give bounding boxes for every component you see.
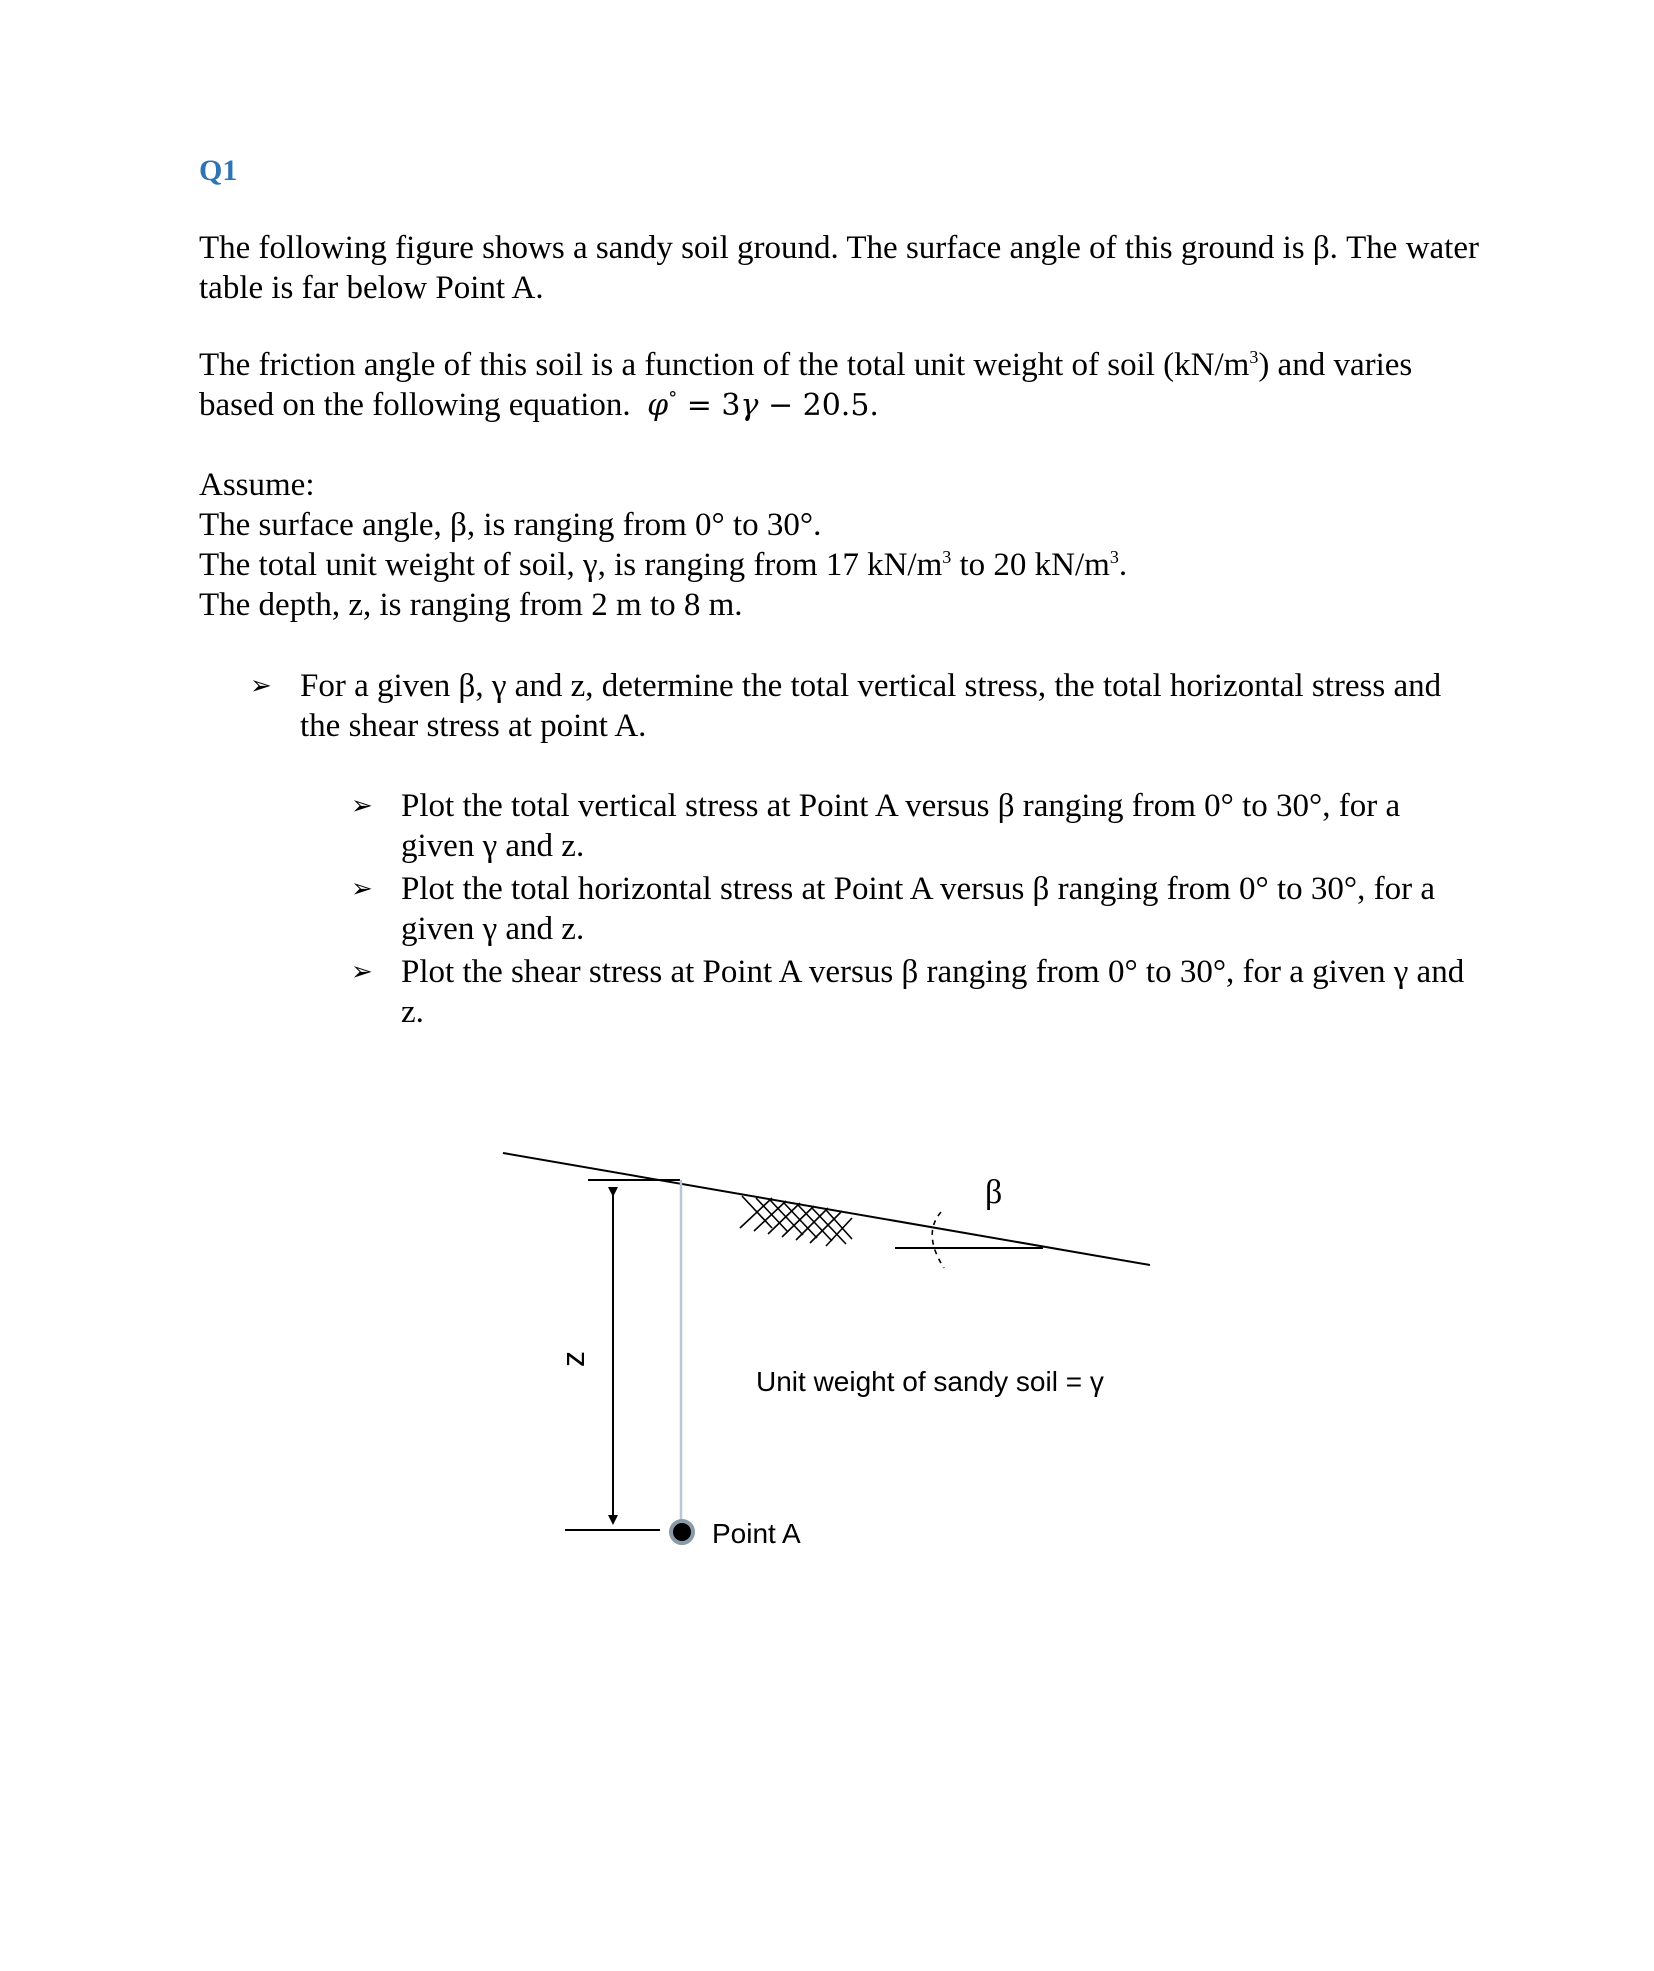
assume-title: Assume: bbox=[199, 467, 315, 503]
equation-equals: = 3 bbox=[677, 388, 741, 423]
point-a-label: Point A bbox=[712, 1518, 801, 1549]
unit-weight-label: Unit weight of sandy soil = γ bbox=[756, 1366, 1104, 1397]
gamma-range-text-b: to 20 kN/m bbox=[951, 547, 1110, 583]
equation-rest: − 20.5. bbox=[758, 388, 879, 423]
gamma-range-text: The total unit weight of soil, γ, is ranging from 17 kN/m bbox=[199, 547, 943, 583]
superscript: 3 bbox=[1109, 547, 1119, 567]
intro-paragraph: The following figure shows a sandy soil ground. The surface angle of this ground is β. The water table is far below Point A. bbox=[199, 230, 1479, 306]
bullet-arrow-icon: ➢ bbox=[351, 791, 373, 821]
friction-text-end: ) and varies bbox=[1258, 347, 1413, 383]
beta-label: β bbox=[985, 1174, 1003, 1211]
friction-text: The friction angle of this soil is a function of the total unit weight of soil (kN/m bbox=[199, 347, 1250, 383]
friction-text-line2: based on the following equation. bbox=[199, 387, 631, 423]
main-bullet-text: For a given β, γ and z, determine the total vertical stress, the total horizontal stress and the shear stress at point A. bbox=[300, 668, 1442, 744]
superscript: 3 bbox=[1249, 347, 1259, 367]
gamma-symbol: γ bbox=[740, 388, 759, 423]
gamma-range-text-c: . bbox=[1118, 547, 1128, 583]
degree-symbol: ° bbox=[668, 388, 678, 409]
depth-z-label: z bbox=[555, 1351, 591, 1367]
sub-bullet-text: Plot the total horizontal stress at Point A versus β ranging from 0° to 30°, for a given γ and z. bbox=[401, 871, 1435, 947]
point-a-marker bbox=[671, 1521, 693, 1543]
assume-depth-range: The depth, z, is ranging from 2 m to 8 m. bbox=[199, 587, 743, 623]
bullet-arrow-icon: ➢ bbox=[351, 957, 373, 987]
assume-beta-range: The surface angle, β, is ranging from 0° to 30°. bbox=[199, 507, 822, 543]
bullet-arrow-icon: ➢ bbox=[250, 671, 272, 701]
phi-symbol: φ bbox=[647, 388, 669, 423]
question-heading: Q1 bbox=[199, 154, 238, 187]
angle-arc bbox=[932, 1212, 944, 1268]
sub-bullet-text: Plot the total vertical stress at Point A versus β ranging from 0° to 30°, for a given γ and z. bbox=[401, 788, 1401, 864]
superscript: 3 bbox=[942, 547, 952, 567]
bullet-arrow-icon: ➢ bbox=[351, 874, 373, 904]
sub-bullet-text: Plot the shear stress at Point A versus β ranging from 0° to 30°, for a given γ and z. bbox=[401, 954, 1465, 1030]
